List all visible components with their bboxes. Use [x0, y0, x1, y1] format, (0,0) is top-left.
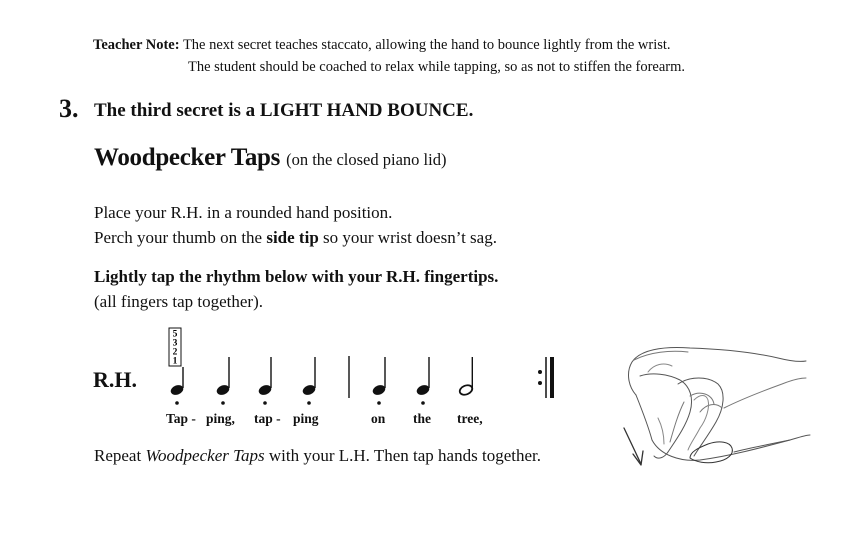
lyric-syllable: ping — [293, 411, 319, 426]
half-note — [458, 357, 473, 397]
quarter-note — [215, 357, 230, 405]
quarter-note — [257, 357, 272, 405]
tap-instruction-bold: Lightly tap the rhythm below with your R.H. fingertips. — [94, 267, 499, 286]
instruction-line-1: Place your R.H. in a rounded hand position. — [94, 203, 393, 222]
hand-illustration — [624, 348, 810, 465]
lyric-syllable: ping, — [206, 411, 235, 426]
repeat-instruction-end: with your L.H. Then tap hands together. — [264, 446, 541, 465]
repeat-instruction-italic: Woodpecker Taps — [145, 446, 265, 465]
instruction-line-2-bold: side tip — [266, 228, 319, 247]
repeat-instruction-start: Repeat — [94, 446, 146, 465]
quarter-note — [415, 357, 430, 405]
right-hand-label: R.H. — [93, 367, 137, 392]
lyric-syllable: Tap - — [166, 411, 196, 426]
exercise-title: Woodpecker Taps — [94, 144, 281, 171]
instruction-line-2-end: so your wrist doesn’t sag. — [318, 228, 497, 247]
teacher-note-text-2: The student should be coached to relax while tapping, so as not to stiffen the forearm. — [188, 59, 686, 75]
fingering-digit: 5 — [172, 329, 178, 340]
lyric-syllable: tree, — [457, 411, 483, 426]
fingering-digit: 2 — [172, 347, 178, 358]
section-number: 3. — [59, 94, 79, 123]
lyric-syllable: on — [371, 411, 386, 426]
fingering-box — [169, 328, 181, 367]
fingering-digit: 3 — [172, 338, 178, 349]
repeat-instruction — [94, 446, 541, 466]
quarter-note — [371, 357, 386, 405]
tap-instruction-note: (all fingers tap together). — [94, 292, 263, 311]
teacher-note-text-1: The next secret teaches staccato, allowing the hand to bounce lightly from the wrist. — [182, 37, 671, 53]
lyric-syllable: tap - — [254, 411, 281, 426]
instruction-line-2-start: Perch your thumb on the — [94, 228, 267, 247]
section-title: The third secret is a LIGHT HAND BOUNCE. — [94, 100, 474, 121]
quarter-note — [301, 357, 316, 405]
quarter-note — [169, 367, 184, 405]
exercise-subtitle: (on the closed piano lid) — [286, 150, 447, 169]
teacher-note-label: Teacher Note: — [93, 37, 180, 53]
fingering-digit: 1 — [172, 356, 178, 367]
repeat-sign — [538, 357, 554, 398]
lyric-syllable: the — [413, 411, 431, 426]
